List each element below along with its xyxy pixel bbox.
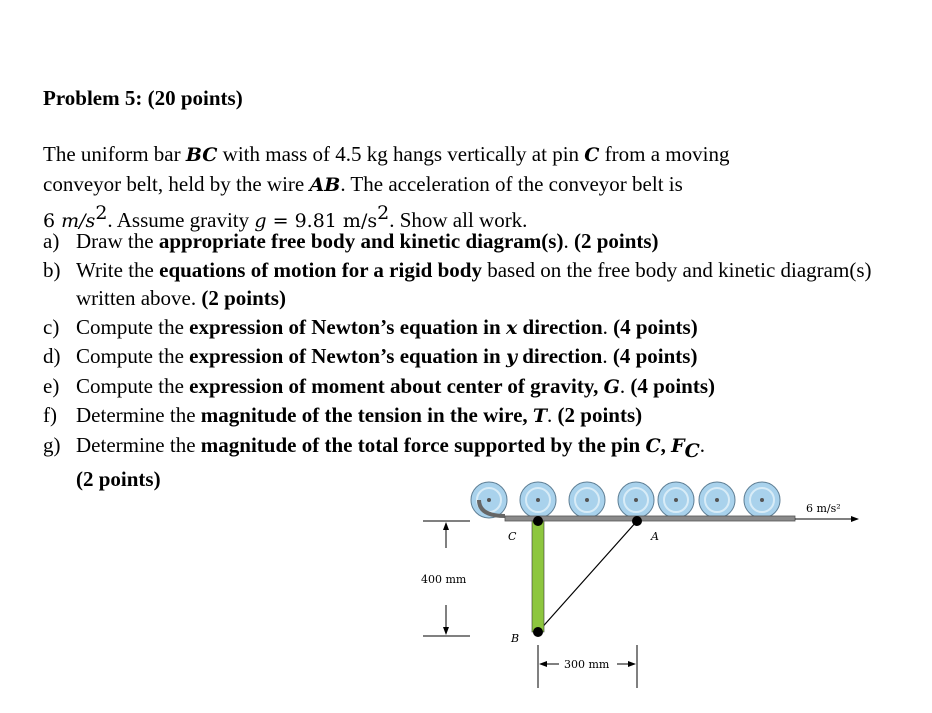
pin-symbol: C: [584, 144, 600, 166]
height-dimension-label: 400 mm: [421, 573, 467, 586]
problem-title: Problem 5: (20 points): [43, 86, 243, 110]
wire-ab: [538, 521, 637, 632]
roller: [699, 482, 735, 518]
bar-symbol: BC: [185, 144, 218, 166]
conveyor-rollers: [471, 482, 780, 518]
question-f: f) Determine the magnitude of the tension in the wire, T. (2 points): [43, 403, 643, 427]
pin-b: [533, 627, 543, 637]
roller: [658, 482, 694, 518]
label-b: B: [511, 632, 520, 645]
question-d: d) Compute the expression of Newton’s equation in y direction. (4 points): [43, 344, 698, 368]
label-c: C: [508, 530, 517, 543]
wire-symbol: AB: [309, 173, 341, 196]
bar-bc: [532, 521, 544, 632]
question-c: c) Compute the expression of Newton’s equation in x direction. (4 points): [43, 314, 698, 339]
question-g: g) Determine the magnitude of the total force supported by the pin C, $F_C$. (2 points): [43, 432, 705, 492]
roller: [569, 482, 605, 518]
pin-a: [632, 516, 642, 526]
question-e: e) Compute the expression of moment about center of gravity, G. (4 points): [43, 373, 716, 398]
gravity-symbol: g: [254, 210, 267, 232]
roller: [744, 482, 780, 518]
intro-line-3: 6 $m/s^2$. Assume gravity g = 9.81 $m/s^2$. Show all work.: [43, 202, 528, 232]
acceleration-label: 6 m/s²: [806, 502, 841, 515]
roller: [520, 482, 556, 518]
intro-line-2: conveyor belt, held by the wire AB. The acceleration of the conveyor belt is: [43, 171, 683, 196]
pin-c: [533, 516, 543, 526]
label-a: A: [651, 530, 659, 543]
question-b: b) Write the equations of motion for a rigid body based on the free body and kinetic diagram(s) written above. (2 points): [43, 257, 872, 310]
intro-line-1: The uniform bar BC with mass of 4.5 kg hangs vertically at pin C from a moving: [43, 142, 730, 166]
roller: [618, 482, 654, 518]
width-dimension-label: 300 mm: [564, 658, 610, 671]
question-a: a) Draw the appropriate free body and kinetic diagram(s). (2 points): [43, 229, 659, 253]
accel-unit: m/s: [61, 210, 96, 232]
